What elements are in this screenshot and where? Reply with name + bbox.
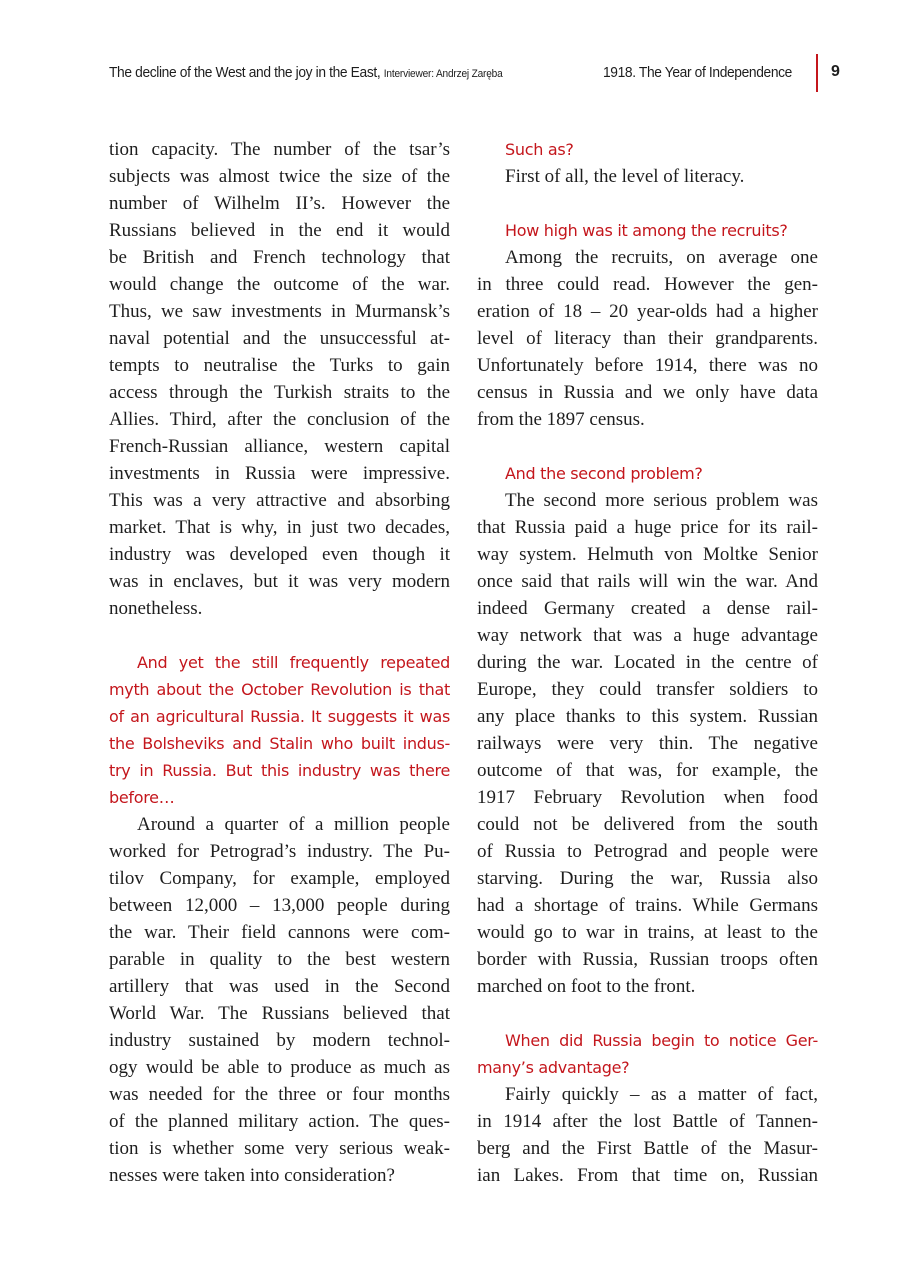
text-line: once said that rails will win the war. And — [477, 571, 818, 592]
text-line: in three could read. However the gen- — [477, 274, 818, 295]
answer-paragraph — [477, 163, 818, 190]
text-line: many’s advantage? — [477, 1058, 630, 1077]
paragraph-gap — [109, 622, 450, 649]
text-line: the Bolsheviks and Stalin who built indus- — [109, 734, 450, 753]
text-line: level of literacy than their grandparents. — [477, 328, 818, 349]
running-header — [109, 62, 849, 96]
text-line: nesses were taken into consideration? — [109, 1165, 395, 1186]
text-line: tion is whether some very serious weak- — [109, 1138, 450, 1159]
text-line: railways were very thin. The negative — [477, 733, 818, 754]
text-line: berg and the First Battle of the Masur- — [477, 1138, 818, 1159]
text-line: of the planned military action. The ques- — [109, 1111, 450, 1132]
interviewer-credit: Interviewer: Andrzej Zaręba — [383, 68, 503, 80]
text-line: industry sustained by modern technol- — [109, 1030, 450, 1051]
article-title-text: The decline of the West and the joy in the East, — [109, 64, 381, 81]
text-line: access through the Turkish straits to the — [109, 382, 450, 403]
text-line: the war. Their field cannons were com- — [109, 922, 450, 943]
text-line: Russians believed in the end it would — [109, 220, 450, 241]
body-paragraph — [109, 136, 450, 622]
text-line: Fairly quickly – as a matter of fact, — [505, 1084, 818, 1105]
text-line: parable in quality to the best western — [109, 949, 450, 970]
text-line: And yet the still frequently repeated — [137, 653, 450, 672]
text-line: before… — [109, 788, 175, 807]
text-line: indeed Germany created a dense rail- — [477, 598, 818, 619]
text-line: First of all, the level of literacy. — [505, 166, 745, 187]
text-line: How high was it among the recruits? — [505, 221, 788, 240]
interviewer-question — [477, 1027, 818, 1081]
text-line: Thus, we saw investments in Murmansk’s — [109, 301, 450, 322]
text-line: And the second problem? — [505, 464, 703, 483]
text-line: way network that was a huge advantage — [477, 625, 818, 646]
text-line: 1917 February Revolution when food — [477, 787, 818, 808]
text-line: that Russia paid a huge price for its rail- — [477, 517, 818, 538]
text-line: marched on foot to the front. — [477, 976, 696, 997]
text-line: any place thanks to this system. Russian — [477, 706, 818, 727]
text-line: nonetheless. — [109, 598, 203, 619]
text-line: would go to war in trains, at least to the — [477, 922, 818, 943]
header-divider — [816, 54, 818, 92]
text-line: was in enclaves, but it was very modern — [109, 571, 450, 592]
book-title: 1918. The Year of Independence — [603, 64, 792, 81]
text-line: This was a very attractive and absorbing — [109, 490, 450, 511]
text-line: could not be delivered from the south — [477, 814, 818, 835]
text-line: industry was developed even though it — [109, 544, 450, 565]
interviewer-question — [109, 649, 450, 811]
answer-paragraph — [477, 1081, 818, 1189]
text-line: Unfortunately before 1914, there was no — [477, 355, 818, 376]
right-column — [477, 136, 818, 1189]
text-line: would change the outcome of the war. — [109, 274, 450, 295]
text-line: tilov Company, for example, employed — [109, 868, 450, 889]
text-line: be British and French technology that — [109, 247, 450, 268]
text-line: worked for Petrograd’s industry. The Pu- — [109, 841, 450, 862]
text-line: outcome of that was, for example, the — [477, 760, 818, 781]
text-line: try in Russia. But this industry was there — [109, 761, 450, 780]
text-line: subjects was almost twice the size of the — [109, 166, 450, 187]
text-line: market. That is why, in just two decades, — [109, 517, 450, 538]
text-line: starving. During the war, Russia also — [477, 868, 818, 889]
text-line: eration of 18 – 20 year-olds had a higher — [477, 301, 818, 322]
text-line: Europe, they could transfer soldiers to — [477, 679, 818, 700]
text-line: between 12,000 – 13,000 people during — [109, 895, 450, 916]
text-line: number of Wilhelm II’s. However the — [109, 193, 450, 214]
text-line: was needed for the three or four months — [109, 1084, 450, 1105]
text-line: ogy would be able to produce as much as — [109, 1057, 450, 1078]
text-line: of an agricultural Russia. It suggests it was — [109, 707, 450, 726]
text-line: of Russia to Petrograd and people were — [477, 841, 818, 862]
text-line: in 1914 after the lost Battle of Tannen- — [477, 1111, 818, 1132]
text-line: census in Russia and we only have data — [477, 382, 818, 403]
text-line: When did Russia begin to notice Ger- — [505, 1031, 818, 1050]
text-line: myth about the October Revolution is that — [109, 680, 450, 699]
paragraph-gap — [477, 190, 818, 217]
text-line: Such as? — [505, 140, 574, 159]
text-line: tempts to neutralise the Turks to gain — [109, 355, 450, 376]
paragraph-gap — [477, 1000, 818, 1027]
text-line: had a shortage of trains. While Germans — [477, 895, 818, 916]
paragraph-gap — [477, 433, 818, 460]
interviewer-question — [477, 136, 818, 163]
interviewer-question — [477, 217, 818, 244]
interviewer-question — [477, 460, 818, 487]
text-line: investments in Russia were impressive. — [109, 463, 450, 484]
text-line: artillery that was used in the Second — [109, 976, 450, 997]
answer-paragraph — [477, 487, 818, 1000]
left-column — [109, 136, 450, 1189]
text-line: from the 1897 census. — [477, 409, 645, 430]
text-line: border with Russia, Russian troops often — [477, 949, 818, 970]
page-number: 9 — [831, 63, 840, 80]
text-line: The second more serious problem was — [505, 490, 818, 511]
text-line: tion capacity. The number of the tsar’s — [109, 139, 450, 160]
text-line: during the war. Located in the centre of — [477, 652, 818, 673]
text-line: Allies. Third, after the conclusion of the — [109, 409, 450, 430]
text-line: Around a quarter of a million people — [137, 814, 450, 835]
text-line: World War. The Russians believed that — [109, 1003, 450, 1024]
text-line: French-Russian alliance, western capital — [109, 436, 450, 457]
answer-paragraph — [477, 244, 818, 433]
answer-paragraph — [109, 811, 450, 1189]
text-line: naval potential and the unsuccessful at- — [109, 328, 450, 349]
article-title — [109, 64, 503, 81]
text-line: ian Lakes. From that time on, Russian — [477, 1165, 818, 1186]
text-line: Among the recruits, on average one — [505, 247, 818, 268]
text-line: way system. Helmuth von Moltke Senior — [477, 544, 818, 565]
